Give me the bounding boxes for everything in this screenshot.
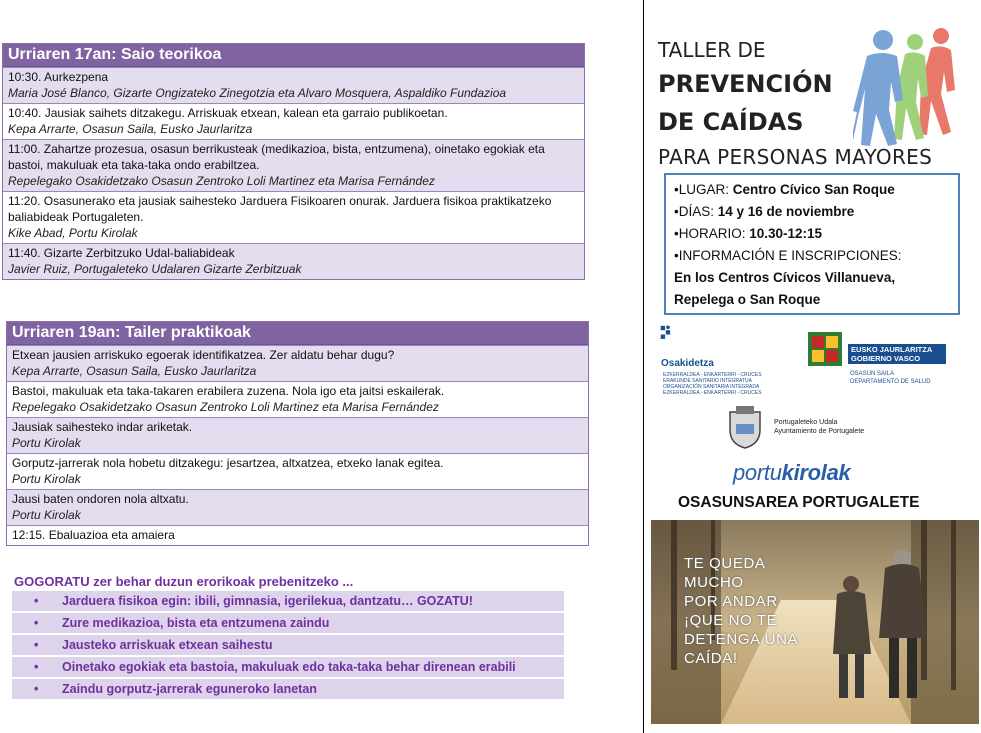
remember-title: GOGORATU zer behar duzun erorikoak prebenitzeko ... <box>14 574 354 589</box>
row-speaker: Kepa Arrarte, Osasun Saila, Eusko Jaurlaritza <box>12 364 257 378</box>
port-text <box>774 418 864 436</box>
info-dias <box>674 201 950 223</box>
cover-title-line2: PREVENCIÓN <box>658 70 833 98</box>
list-item <box>12 635 564 655</box>
row-speaker: Maria José Blanco, Gizarte Ongizateko Zinegotzia eta Alvaro Mosquera, Aspaldiko Fundazioa <box>8 86 507 100</box>
fold-divider <box>643 0 644 733</box>
info-label: •LUGAR: <box>674 182 733 197</box>
info-value: En los Centros Cívicos Villanueva, <box>674 270 896 285</box>
info-value: Centro Cívico San Roque <box>732 182 895 197</box>
table-row <box>7 453 588 489</box>
table-row <box>3 67 584 103</box>
bullet-icon: • <box>34 638 39 652</box>
list-item-text: Oinetako egokiak eta bastoia, makuluak edo taka-taka behar direnean erabili <box>62 660 516 674</box>
walking-couple-photo <box>651 520 979 724</box>
row-title: 10:30. Aurkezpena <box>8 70 109 84</box>
session1-table <box>2 43 585 280</box>
table-row <box>3 191 584 243</box>
ej-line3: OSASUN SAILA <box>850 371 895 377</box>
row-title: 11:00. Zahartze prozesua, osasun berrikusteak (medikazioa, bista, entzumena), oinetako egokiak eta bastoi, makuluak eta taka-taka ondo erabiltzea. <box>8 142 545 172</box>
eusko-jaurlaritza-logo <box>806 330 946 396</box>
info-inscr-line1 <box>674 267 950 289</box>
portukirolak-logo <box>733 460 851 486</box>
row-title: Bastoi, makuluak eta taka-takaren erabilera zuzena. Nola igo eta jaitsi eskailerak. <box>12 384 445 398</box>
bullet-icon: • <box>34 682 39 696</box>
osakidetza-logo-icon <box>660 320 700 356</box>
table-row <box>7 381 588 417</box>
ej-line2: GOBIERNO VASCO <box>851 354 921 363</box>
row-speaker: Portu Kirolak <box>12 436 81 450</box>
row-speaker: Repelegako Osakidetzako Osasun Zentroko Loli Martinez eta Marisa Fernández <box>8 174 435 188</box>
row-title: 11:20. Osasunerako eta jausiak saihesteko Jarduera Fisikoaren onurak. Jarduera fisikoa praktikatzeko baliabideak Portugaleten. <box>8 194 552 224</box>
portukirolak-b: kirolak <box>781 460 851 485</box>
row-speaker: Kepa Arrarte, Osasun Saila, Eusko Jaurlaritza <box>8 122 253 136</box>
info-horario <box>674 223 950 245</box>
photo-slogan: TE QUEDA MUCHO POR ANDAR ¡QUE NO TE DETENGA UNA CAÍDA! <box>684 555 799 667</box>
bullet-icon: • <box>34 616 39 630</box>
session1-header: Urriaren 17an: Saio teorikoa <box>3 44 584 67</box>
event-info-box <box>664 173 960 315</box>
port-line2: Ayuntamiento de Portugalete <box>774 428 865 435</box>
row-speaker: Javier Ruiz, Portugaleteko Udalaren Gizarte Zerbitzuak <box>8 262 302 276</box>
row-title: Gorputz-jarrerak nola hobetu ditzakegu: jesartzea, altxatzea, etxeko lanak egitea. <box>12 456 444 470</box>
list-item <box>12 613 564 633</box>
table-row <box>7 417 588 453</box>
walking-people-icon <box>853 22 963 147</box>
list-item <box>12 679 564 699</box>
session2-table <box>6 321 589 546</box>
info-lugar <box>674 179 950 201</box>
info-inscripciones: •INFORMACIÓN E INSCRIPCIONES: <box>674 248 902 263</box>
info-value: Repelega o San Roque <box>674 292 821 307</box>
row-title: Jausi baten ondoren nola altxatu. <box>12 492 189 506</box>
cover-title-line4: PARA PERSONAS MAYORES <box>658 145 933 169</box>
table-row <box>3 139 584 191</box>
port-line1: Portugaleteko Udala <box>774 419 838 426</box>
osakidetza-name: Osakidetza <box>661 358 714 369</box>
cover-title-line3: DE CAÍDAS <box>658 108 804 136</box>
row-speaker: Portu Kirolak <box>12 472 81 486</box>
list-item <box>12 657 564 677</box>
list-item-text: Jausteko arriskuak etxean saihestu <box>62 638 273 652</box>
portukirolak-a: portu <box>733 460 782 485</box>
row-title: Etxean jausien arriskuko egoerak identifikatzea. Zer aldatu behar dugu? <box>12 348 395 362</box>
row-title: 11:40. Gizarte Zerbitzuko Udal-baliabideak <box>8 246 235 260</box>
info-inscr-line2 <box>674 289 950 311</box>
row-speaker: Portu Kirolak <box>12 508 81 522</box>
list-item-text: Zure medikazioa, bista eta entzumena zaindu <box>62 616 330 630</box>
table-row <box>3 103 584 139</box>
portugalete-logo <box>722 404 912 454</box>
osasunsarea-label: OSASUNSAREA PORTUGALETE <box>678 494 920 511</box>
row-speaker: Kike Abad, Portu Kirolak <box>8 226 138 240</box>
portugalete-shield-icon <box>722 404 768 450</box>
list-item-text: Jarduera fisikoa egin: ibili, gimnasia, igerilekua, dantzatu… GOZATU! <box>62 594 473 608</box>
session2-header: Urriaren 19an: Tailer praktikoak <box>7 322 588 345</box>
table-row <box>3 243 584 279</box>
row-title: 12:15. Ebaluazioa eta amaiera <box>12 528 175 542</box>
table-row <box>7 489 588 525</box>
row-title: Jausiak saihesteko indar ariketak. <box>12 420 193 434</box>
info-label: •HORARIO: <box>674 226 750 241</box>
list-item-text: Zaindu gorputz-jarrerak eguneroko lanetan <box>62 682 317 696</box>
cover-title-line1: TALLER DE <box>658 38 766 62</box>
bullet-icon: • <box>34 594 39 608</box>
info-label: •DÍAS: <box>674 204 718 219</box>
ej-dept <box>850 370 931 386</box>
table-row <box>7 345 588 381</box>
ej-line4: DEPARTAMENTO DE SALUD <box>850 379 931 385</box>
row-title: 10:40. Jausiak saihets ditzakegu. Arriskuak etxean, kalean eta garraio publikoetan. <box>8 106 448 120</box>
row-speaker: Repelegako Osakidetzako Osasun Zentroko Loli Martinez eta Marisa Fernández <box>12 400 439 414</box>
ej-line1: EUSKO JAURLARITZA <box>851 345 933 354</box>
table-row <box>7 525 588 545</box>
info-value: 10.30-12:15 <box>749 226 823 241</box>
basque-shield-icon <box>806 330 844 368</box>
osakidetza-subtitle: EZKERRALDEA - ENKARTERRI - CRUCES ERAKUNDE SANITARIO INTEGRATUA ORGANIZACIÓN SANITARIA INTEGRADA EZKERRALDEA - ENKARTERRI - CRUCES <box>663 372 762 396</box>
ej-name-band <box>848 344 946 364</box>
remember-section <box>12 573 564 701</box>
list-item <box>12 591 564 611</box>
bullet-icon: • <box>34 660 39 674</box>
info-value: 14 y 16 de noviembre <box>717 204 855 219</box>
